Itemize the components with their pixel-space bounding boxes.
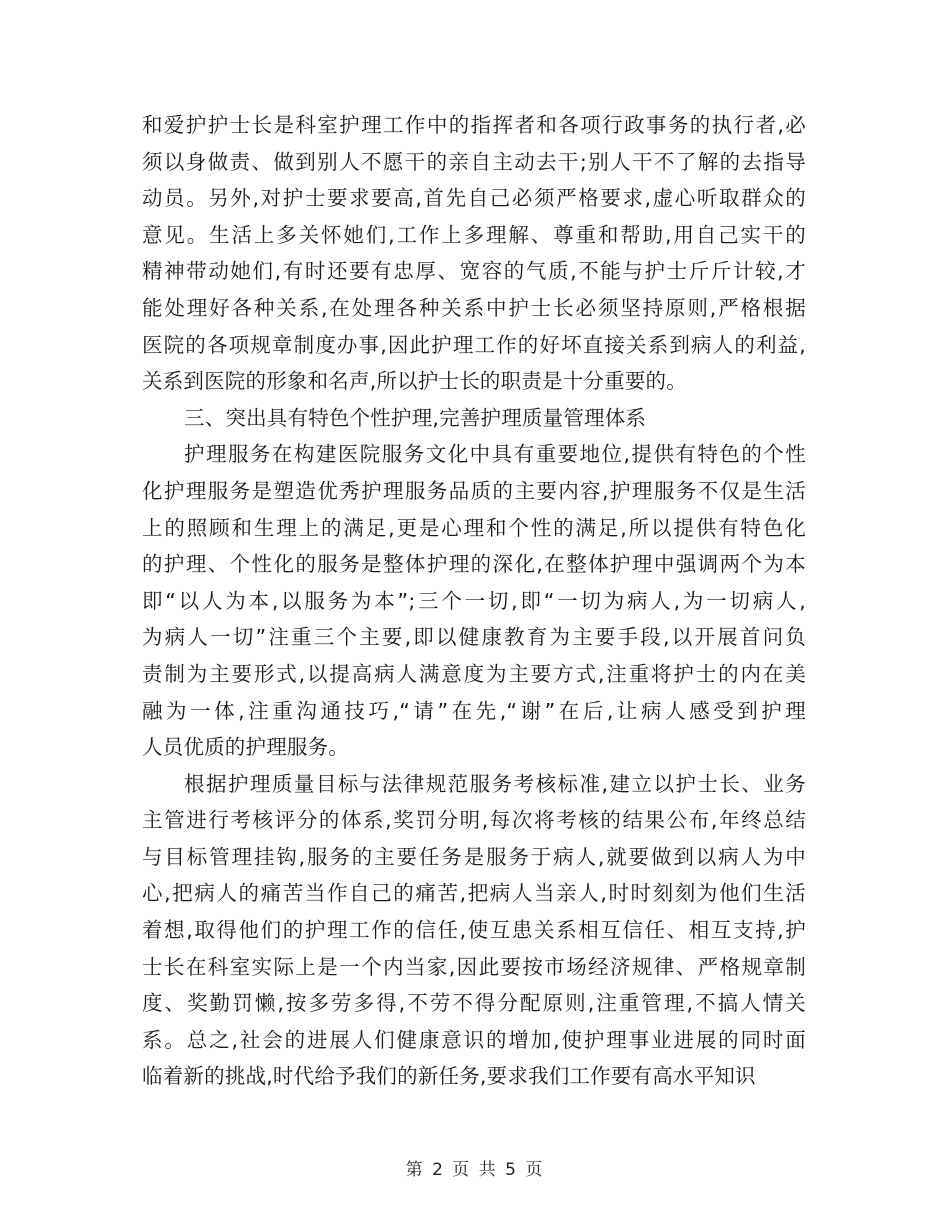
text-line: 化护理服务是塑造优秀护理服务品质的主要内容,护理服务不仅是生活	[142, 478, 806, 503]
text-line: 系。总之,社会的进展人们健康意识的增加,使护理事业进展的同时面	[142, 1027, 806, 1052]
text-line: 融为一体,注重沟通技巧,“请”在先,“谢”在后,让病人感受到护理	[142, 698, 806, 723]
text-line: 关系到医院的形象和名声,所以护士长的职责是十分重要的。	[142, 369, 687, 394]
paragraph	[142, 400, 806, 437]
text-line: 三、突出具有特色个性护理,完善护理质量管理体系	[184, 405, 647, 430]
paragraph	[142, 766, 806, 1095]
document-body	[142, 107, 806, 1095]
text-line: 动员。另外,对护士要求要高,首先自己必须严格要求,虚心听取群众的	[142, 186, 806, 211]
text-line: 着想,取得他们的护理工作的信任,使互患关系相互信任、相互支持,护	[142, 918, 806, 943]
text-line: 护理服务在构建医院服务文化中具有重要地位,提供有特色的个性	[184, 442, 806, 467]
text-line: 主管进行考核评分的体系,奖罚分明,每次将考核的结果公布,年终总结	[142, 808, 806, 833]
text-line: 的护理、个性化的服务是整体护理的深化,在整体护理中强调两个为本	[142, 552, 806, 577]
text-line: 意见。生活上多关怀她们,工作上多理解、尊重和帮助,用自己实干的	[142, 222, 806, 247]
text-line: 医院的各项规章制度办事,因此护理工作的好坏直接关系到病人的利益,	[142, 332, 806, 357]
text-line: 为病人一切”注重三个主要,即以健康教育为主要手段,以开展首问负	[142, 625, 806, 650]
text-line: 士长在科室实际上是一个内当家,因此要按市场经济规律、严格规章制	[142, 954, 806, 979]
text-line: 精神带动她们,有时还要有忠厚、宽容的气质,不能与护士斤斤计较,才	[142, 259, 806, 284]
paragraph	[142, 107, 806, 400]
text-line: 上的照顾和生理上的满足,更是心理和个性的满足,所以提供有特色化	[142, 515, 806, 540]
paragraph	[142, 436, 806, 765]
text-line: 心,把病人的痛苦当作自己的痛苦,把病人当亲人,时时刻刻为他们生活	[142, 881, 806, 906]
page-footer: 第 2 页 共 5 页	[405, 1160, 545, 1180]
text-line: 责制为主要形式,以提高病人满意度为主要方式,注重将护士的内在美	[142, 661, 806, 686]
text-line: 与目标管理挂钩,服务的主要任务是服务于病人,就要做到以病人为中	[142, 844, 806, 869]
text-line: 人员优质的护理服务。	[142, 735, 349, 760]
text-line: 临着新的挑战,时代给予我们的新任务,要求我们工作要有高水平知识	[142, 1064, 756, 1089]
text-line: 和爱护护士长是科室护理工作中的指挥者和各项行政事务的执行者,必	[142, 113, 806, 137]
text-line: 即“以人为本,以服务为本”;三个一切,即“一切为病人,为一切病人,	[142, 588, 806, 613]
text-line: 能处理好各种关系,在处理各种关系中护士长必须坚持原则,严格根据	[142, 295, 806, 320]
text-line: 根据护理质量目标与法律规范服务考核标准,建立以护士长、业务	[184, 771, 806, 796]
text-line: 度、奖勤罚懒,按多劳多得,不劳不得分配原则,注重管理,不搞人情关	[142, 991, 806, 1016]
text-line: 须以身做责、做到别人不愿干的亲自主动去干;别人干不了解的去指导	[142, 149, 806, 174]
